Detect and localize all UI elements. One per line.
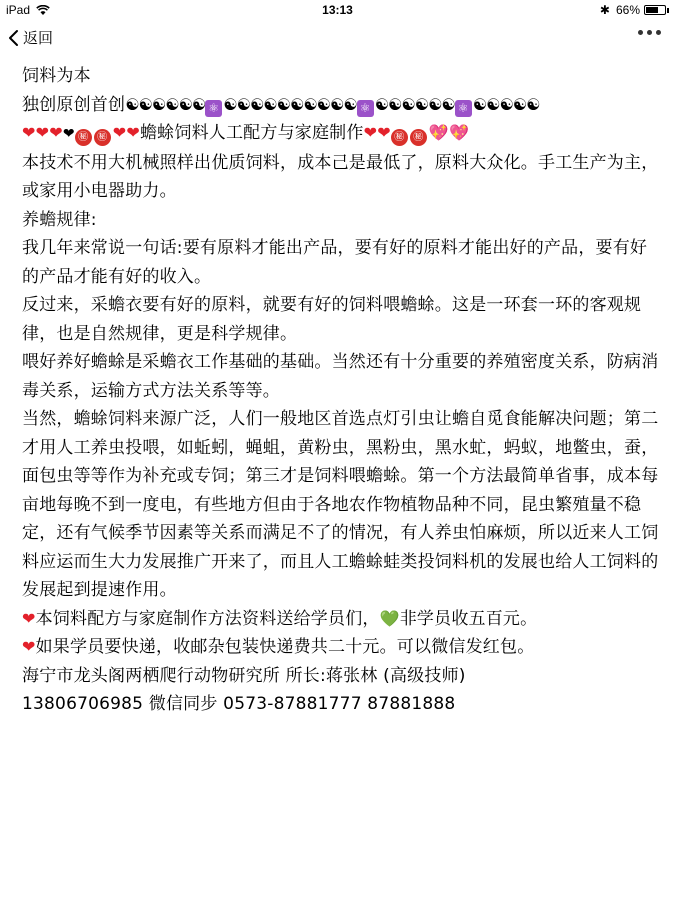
status-right <box>600 3 669 17</box>
heart-icon: ❤ <box>112 123 127 142</box>
yinyang-icon-group: ☯☯☯☯☯ <box>472 94 540 114</box>
shipping-text: 如果学员要快递，收邮杂包装快递费共二十元。可以微信发红包。 <box>35 637 535 657</box>
secret-icon: ㊙ <box>75 129 92 146</box>
sparkle-heart-icon: 💖 <box>428 123 449 142</box>
clock: 13:13 <box>322 3 353 17</box>
secret-icon: ㊙ <box>94 129 111 146</box>
nav-bar <box>0 24 675 52</box>
more-dot-icon <box>656 30 661 35</box>
atom-icon: ⚛ <box>357 100 374 117</box>
heart-icon: ❤ <box>35 123 50 142</box>
battery-fill <box>646 7 658 13</box>
secret-icon: ㊙ <box>410 129 427 146</box>
back-button[interactable] <box>8 27 53 48</box>
sparkle-heart-icon: 💖 <box>448 123 470 142</box>
back-label: 返回 <box>23 30 54 47</box>
heart-icon: ❤ <box>49 123 63 142</box>
post-paragraph: 喂好养好蟾蜍是采蟾衣工作基础的基础。当然还有十分重要的养殖密度关系，防病消毒关系，运输方式方法关系等等。 <box>22 352 659 401</box>
post-contact-phone: 13806706985 微信同步 0573-87881777 87881888 <box>22 694 456 714</box>
yinyang-icon-group: ☯☯☯☯☯☯ <box>125 94 206 114</box>
post-paragraph: 我几年来常说一句话:要有原料才能出产品，要有好的原料才能出好的产品，要有好的产品才能有好的收入。 <box>22 238 648 287</box>
device-label: iPad <box>6 3 31 17</box>
more-options-button[interactable] <box>638 30 661 35</box>
post-offer-line <box>22 605 662 634</box>
offer-text: 本饲料配方与家庭制作方法资料送给学员们， <box>35 608 380 629</box>
post-title: 饲料为本 <box>22 66 91 86</box>
yinyang-icon-group: ☯☯☯☯☯☯ <box>374 94 455 114</box>
price-text: 非学员收五百元。 <box>399 608 538 629</box>
recipe-text: 蟾蜍饲料人工配方与家庭制作 <box>139 123 364 143</box>
atom-icon: ⚛ <box>205 100 222 117</box>
original-text: 独创原创首创 <box>22 94 126 115</box>
post-line-recipe <box>22 119 662 149</box>
post-paragraph: 当然，蟾蜍饲料来源广泛，人们一般地区首选点灯引虫让蟾自觅食能解决问题；第二才用人工养虫投喂，如蚯蚓，蝇蛆，黄粉虫，黑粉虫，黑水虻，蚂蚁，地鳖虫，蚕，面包虫等等作为补充或专饲；第三才是饲料喂蟾蜍。第一个方法最简单省事，成本每亩地每晚不到一度电，有些地方但由于各地农作物植物品种不同，昆虫繁殖量不稳定，还有气候季节因素等关系而满足不了的情况，有人养虫怕麻烦，所以近来人工饲料应运而生大力发展推广开来了，而且人工蟾蜍蛙类投饲料机的发展也给人工饲料的发展起到提速作用。 <box>22 409 659 600</box>
status-bar <box>0 0 675 20</box>
post-paragraph: 反过来，采蟾衣要有好的原料，就要有好的饲料喂蟾蜍。这是一环套一环的客观规律，也是自然规律，更是科学规律。 <box>22 295 642 344</box>
post-paragraph: 本技术不用大机械照样出优质饲料，成本己是最低了，原料大众化。手工生产为主，或家用小电器助力。 <box>22 152 659 201</box>
heart-icon: ❤ <box>22 608 36 628</box>
post-heading: 养蟾规律: <box>22 209 97 230</box>
more-dot-icon <box>638 30 643 35</box>
heart-icon: ❤ <box>363 123 378 142</box>
post-line-original <box>22 91 662 120</box>
more-dot-icon <box>647 30 652 35</box>
bluetooth-icon: ✱ <box>599 3 610 17</box>
post-shipping-line <box>22 633 662 662</box>
heart-icon: ❤ <box>22 123 36 142</box>
chevron-left-icon <box>8 29 19 47</box>
green-heart-icon: 💚 <box>379 608 400 628</box>
heart-icon: ❤ <box>22 637 36 656</box>
battery-percent: 66% <box>615 3 640 17</box>
battery-icon <box>644 5 666 15</box>
black-heart-icon: ❤ <box>62 126 75 142</box>
post-content <box>22 62 662 719</box>
post-organization: 海宁市龙头阁两栖爬行动物研究所 所长:蒋张林 (高级技师) <box>22 665 466 686</box>
heart-icon: ❤ <box>377 123 391 142</box>
atom-icon: ⚛ <box>455 100 472 117</box>
battery-tip <box>667 8 669 13</box>
secret-icon: ㊙ <box>391 129 408 146</box>
heart-icon: ❤ <box>126 123 140 142</box>
yinyang-icon-group: ☯☯☯☯☯☯☯☯☯☯ <box>223 94 357 114</box>
